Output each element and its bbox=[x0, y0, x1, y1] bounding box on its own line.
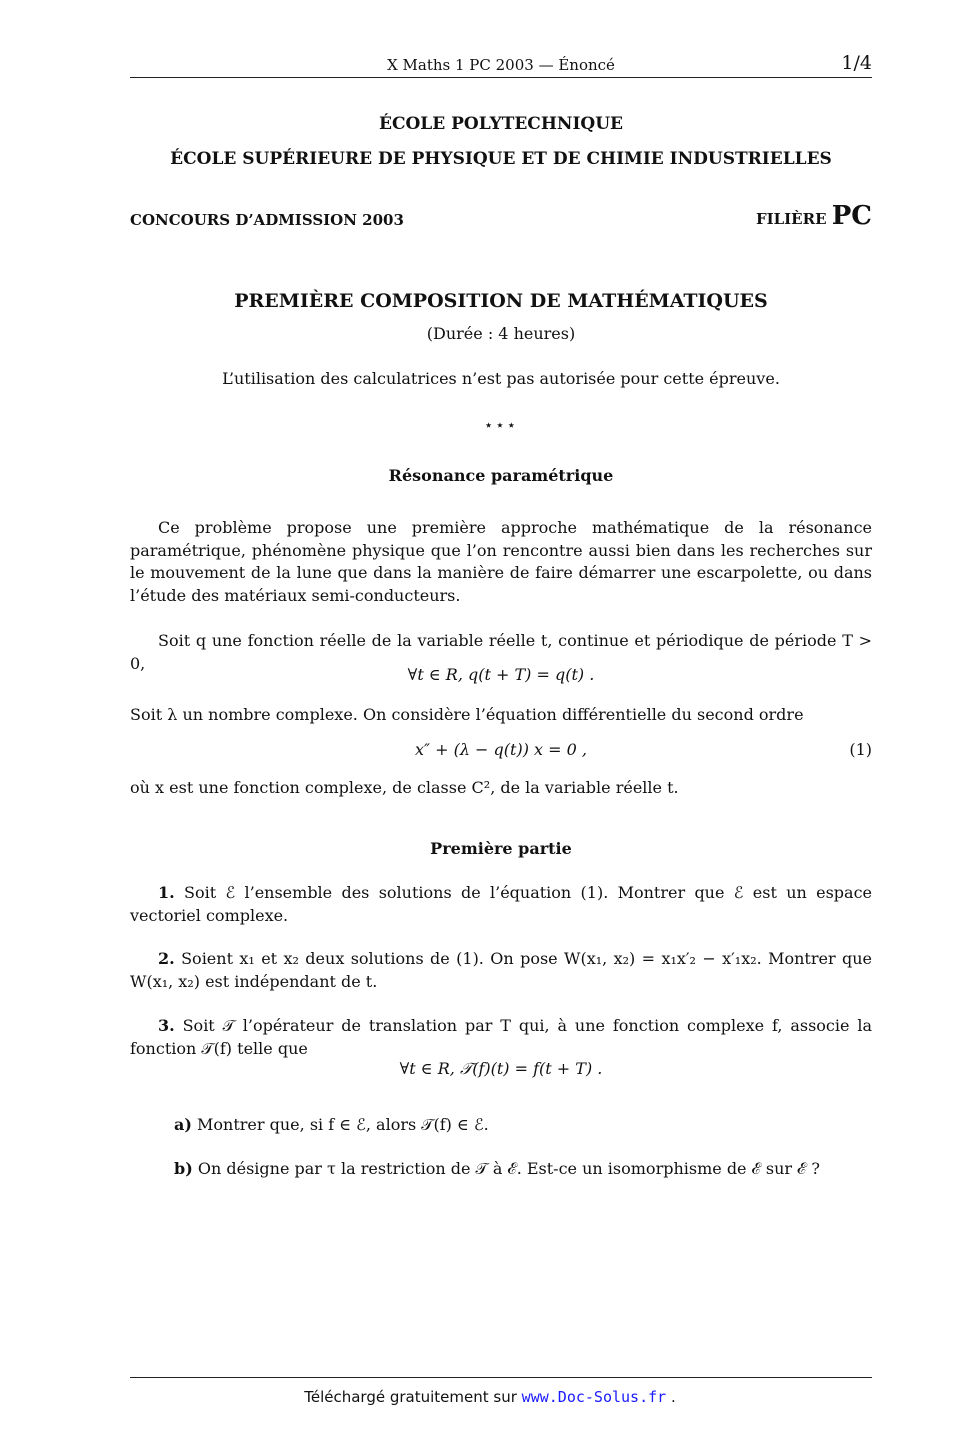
question-3b bbox=[174, 1158, 872, 1181]
definition-q: Soit q une fonction réelle de la variable réelle t, continue et périodique de période T > 0, bbox=[130, 631, 872, 673]
footer-text: Téléchargé gratuitement sur bbox=[304, 1388, 517, 1406]
question-3b-label: b) bbox=[174, 1159, 193, 1178]
question-3a bbox=[174, 1114, 872, 1137]
section-title: Résonance paramétrique bbox=[388, 466, 614, 485]
school-name-espci: ÉCOLE SUPÉRIEURE DE PHYSIQUE ET DE CHIMIE INDUSTRIELLES bbox=[170, 149, 832, 169]
equation-main: x″ + (λ − q(t)) x = 0 , bbox=[415, 740, 587, 759]
footer-link[interactable]: www.Doc-Solus.fr bbox=[521, 1388, 667, 1406]
footer-end: . bbox=[670, 1388, 676, 1406]
footer bbox=[0, 1388, 980, 1406]
header-rule bbox=[130, 77, 872, 78]
question-2 bbox=[130, 948, 872, 993]
question-1 bbox=[130, 882, 872, 927]
question-3-text: Soit 𝒯 l’opérateur de translation par T qui, à une fonction complexe f, associe la fonction 𝒯(f) telle que bbox=[130, 1016, 872, 1058]
definition-lambda: Soit λ un nombre complexe. On considère l’équation différentielle du second ordre bbox=[130, 705, 804, 724]
definition-x: où x est une fonction complexe, de classe C², de la variable réelle t. bbox=[130, 778, 679, 797]
calculator-notice: L’utilisation des calculatrices n’est pas autorisée pour cette épreuve. bbox=[222, 369, 780, 388]
part-title: Première partie bbox=[430, 839, 572, 858]
section-separator-stars: ⋆⋆⋆ bbox=[483, 416, 519, 434]
question-3a-text: Montrer que, si f ∈ ℰ, alors 𝒯(f) ∈ ℰ. bbox=[197, 1115, 489, 1134]
running-header-title: X Maths 1 PC 2003 — Énoncé bbox=[387, 56, 615, 74]
composition-title: PREMIÈRE COMPOSITION DE MATHÉMATIQUES bbox=[234, 290, 768, 312]
equation-number: (1) bbox=[849, 740, 872, 759]
equation-translation: ∀t ∈ R, 𝒯(f)(t) = f(t + T) . bbox=[399, 1059, 603, 1078]
question-2-number: 2. bbox=[158, 949, 175, 968]
question-2-text: Soient x₁ et x₂ deux solutions de (1). On pose W(x₁, x₂) = x₁x′₂ − x′₁x₂. Montrer que W(x₁, x₂) est indépendant de t. bbox=[130, 949, 873, 991]
intro-paragraph: Ce problème propose une première approche mathématique de la résonance paramétrique, phénomène physique que l’on rencontre aussi bien dans les recherches sur le mouvement de la lune que dans la manière de faire démarrer une escarpolette, ou dans l’étude des matériaux semi-conducteurs. bbox=[130, 518, 872, 605]
footer-rule bbox=[130, 1377, 872, 1378]
question-1-text: Soit ℰ l’ensemble des solutions de l’équation (1). Montrer que ℰ est un espace vectoriel complexe. bbox=[130, 883, 873, 925]
filiere-word: FILIÈRE bbox=[755, 210, 827, 228]
school-name-polytechnique: ÉCOLE POLYTECHNIQUE bbox=[378, 114, 623, 134]
filiere-label bbox=[756, 201, 872, 231]
duration: (Durée : 4 heures) bbox=[426, 324, 576, 343]
question-1-number: 1. bbox=[158, 883, 175, 902]
question-3 bbox=[130, 1015, 872, 1060]
concours-label: CONCOURS D’ADMISSION 2003 bbox=[130, 211, 404, 229]
question-3a-label: a) bbox=[174, 1115, 192, 1134]
page-number: 1/4 bbox=[841, 52, 872, 74]
filiere-value: PC bbox=[831, 201, 872, 231]
question-3-number: 3. bbox=[158, 1016, 175, 1035]
equation-periodicity: ∀t ∈ R, q(t + T) = q(t) . bbox=[407, 665, 595, 684]
question-3b-text: On désigne par τ la restriction de 𝒯 à ℰ. Est-ce un isomorphisme de ℰ sur ℰ ? bbox=[197, 1159, 820, 1178]
